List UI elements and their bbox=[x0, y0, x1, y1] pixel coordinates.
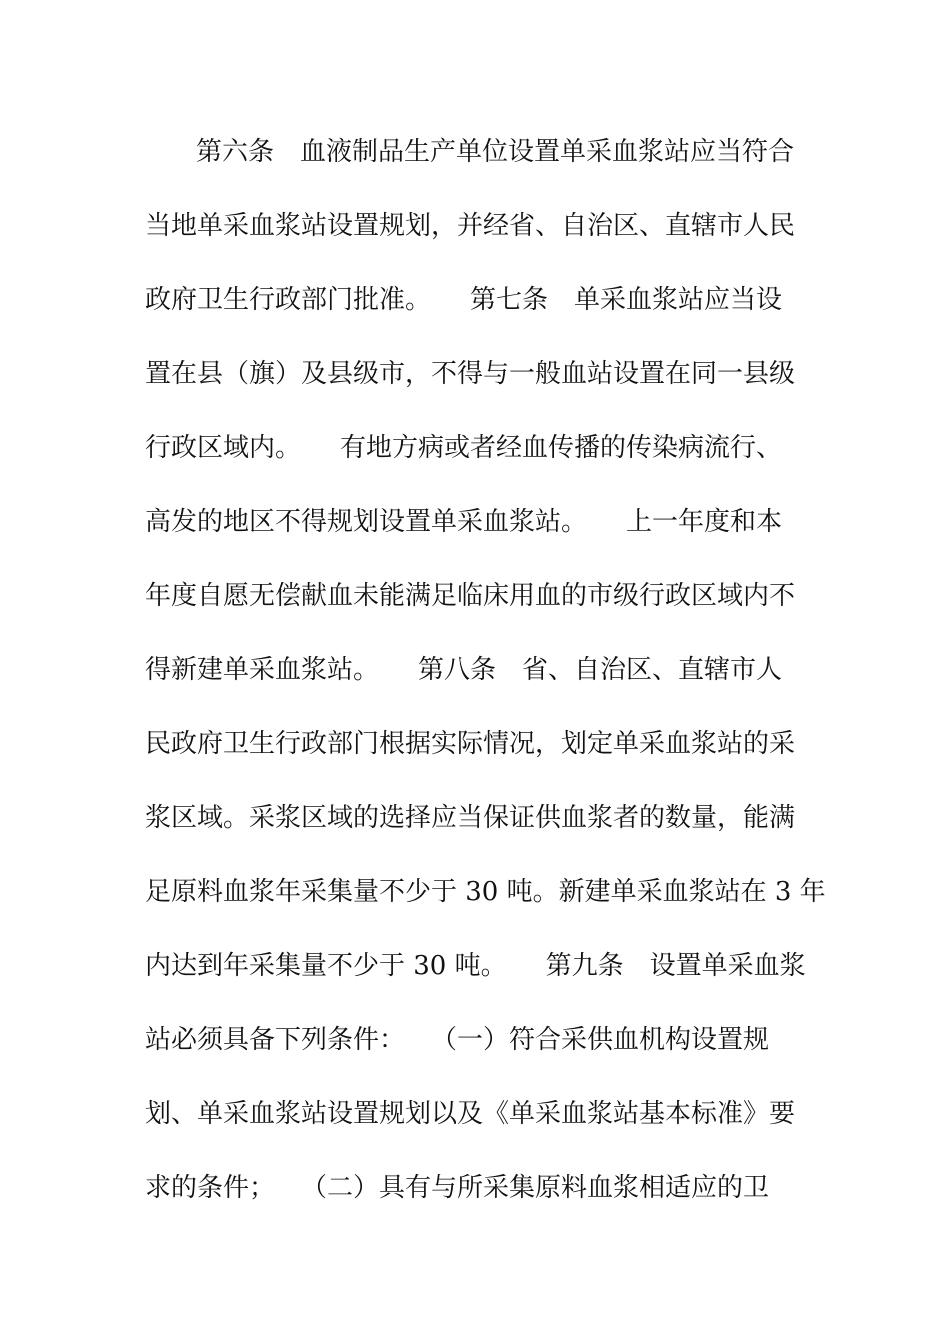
text-line-14: 划、单采血浆站设置规划以及《单采血浆站基本标准》要 bbox=[145, 1099, 796, 1129]
text-line-6: 高发的地区不得规划设置单采血浆站。 上一年度和本 bbox=[145, 507, 783, 537]
text-line-4: 置在县（旗）及县级市，不得与一般血站设置在同一县级 bbox=[145, 359, 796, 389]
text-line-13: 站必须具备下列条件： （一）符合采供血机构设置规 bbox=[145, 1025, 770, 1055]
text-line-5: 行政区域内。 有地方病或者经血传播的传染病流行、 bbox=[145, 433, 783, 463]
text-line-2: 当地单采血浆站设置规划，并经省、自治区、直辖市人民 bbox=[145, 211, 796, 241]
text-line-12: 内达到年采集量不少于 30 吨。 第九条 设置单采血浆 bbox=[145, 951, 806, 981]
text-line-15: 求的条件； （二）具有与所采集原料血浆相适应的卫 bbox=[145, 1173, 770, 1203]
text-line-9: 民政府卫生行政部门根据实际情况，划定单采血浆站的采 bbox=[145, 729, 796, 759]
text-line-1: 第六条 血液制品生产单位设置单采血浆站应当符合 bbox=[196, 137, 795, 167]
text-line-7: 年度自愿无偿献血未能满足临床用血的市级行政区域内不 bbox=[145, 581, 796, 611]
text-line-11: 足原料血浆年采集量不少于 30 吨。新建单采血浆站在 3 年 bbox=[145, 877, 826, 907]
text-line-10: 浆区域。采浆区域的选择应当保证供血浆者的数量，能满 bbox=[145, 803, 796, 833]
text-line-8: 得新建单采血浆站。 第八条 省、自治区、直辖市人 bbox=[145, 655, 783, 685]
text-line-3: 政府卫生行政部门批准。 第七条 单采血浆站应当设 bbox=[145, 285, 783, 315]
